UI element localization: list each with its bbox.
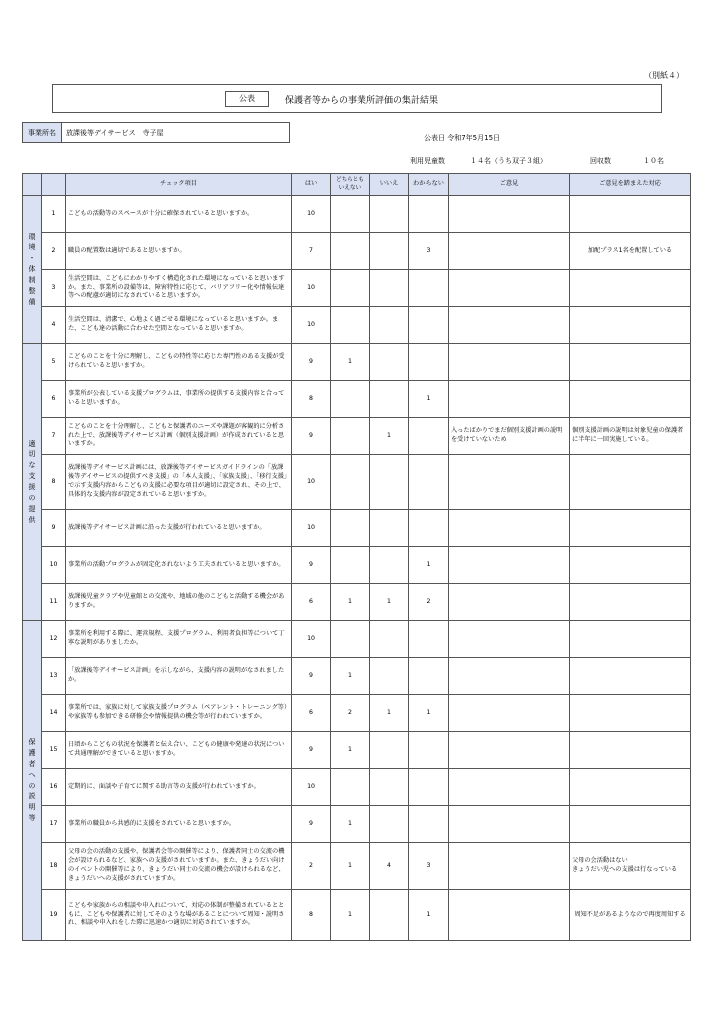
question-text: こどものことを十分に理解し、こどもの特性等に応じた専門性のある支援が受けられていると思いますか。 <box>66 344 292 381</box>
count-no <box>370 344 409 381</box>
row-number: 12 <box>42 621 66 658</box>
count-yes: 10 <box>292 307 331 344</box>
row-number: 13 <box>42 658 66 695</box>
table-row <box>23 621 691 658</box>
category-label: 保 護 者 へ の 説 明 等 <box>23 621 42 941</box>
count-neither <box>331 621 370 658</box>
count-unknown: 2 <box>409 584 449 621</box>
row-number: 16 <box>42 769 66 806</box>
count-unknown <box>409 270 449 307</box>
count-neither: 1 <box>331 584 370 621</box>
count-neither <box>331 455 370 510</box>
count-unknown <box>409 621 449 658</box>
question-text: 事業所では、家族に対して家族支援プログラム（ペアレント・トレーニング等）や家族等も参加できる研修会や情報提供の機会等が行われていますか。 <box>66 695 292 732</box>
response-text <box>570 658 691 695</box>
opinion-text <box>449 381 570 418</box>
office-name: 放課後等デイサービス 寺子屋 <box>62 122 290 143</box>
count-neither: 1 <box>331 806 370 843</box>
row-number: 15 <box>42 732 66 769</box>
response-text: 個別支援計画の説明は対象児童の保護者に半年に一回実施している。 <box>570 418 691 455</box>
opinion-text <box>449 196 570 233</box>
count-no <box>370 806 409 843</box>
table-row <box>23 769 691 806</box>
count-no: 1 <box>370 695 409 732</box>
page-title: 保護者等からの事業所評価の集計結果 <box>285 96 439 106</box>
table-row <box>23 270 691 307</box>
count-no <box>370 732 409 769</box>
category-label: 適 切 な 支 援 の 提 供 <box>23 344 42 621</box>
opinion-text <box>449 695 570 732</box>
question-text: 放課後児童クラブや児童館との交流や、地域の他のこどもと活動する機会がありますか。 <box>66 584 292 621</box>
table-row <box>23 547 691 584</box>
count-yes: 8 <box>292 890 331 941</box>
attachment-label: （別紙４） <box>644 71 684 80</box>
question-text: 定期的に、面談や子育てに関する助言等の支援が行われていますか。 <box>66 769 292 806</box>
question-text: 父母の会の活動の支援や、保護者会等の開催等により、保護者同士の交流の機会が設けられるなど、家族への支援がされていますか。また、きょうだい向けのイベントの開催等により、きょうだい同士の交流の機会が設けられるなど、きょうだいへの支援がされていますか。 <box>66 843 292 890</box>
header-yes: はい <box>292 174 331 196</box>
header-unknown: わからない <box>409 174 449 196</box>
table-row <box>23 658 691 695</box>
count-unknown <box>409 658 449 695</box>
opinion-text <box>449 455 570 510</box>
table-row <box>23 732 691 769</box>
count-no <box>370 233 409 270</box>
publish-date: 公表日 令和7年5月15日 <box>424 134 501 142</box>
responses-label: 回収数 <box>590 157 611 165</box>
count-yes: 8 <box>292 381 331 418</box>
count-unknown <box>409 307 449 344</box>
count-no: 4 <box>370 843 409 890</box>
row-number: 8 <box>42 455 66 510</box>
opinion-text <box>449 732 570 769</box>
table-row <box>23 344 691 381</box>
response-text <box>570 270 691 307</box>
response-text <box>570 455 691 510</box>
count-neither: 1 <box>331 658 370 695</box>
question-text: 職員の配置数は適切であると思いますか。 <box>66 233 292 270</box>
table-row <box>23 233 691 270</box>
question-text: 日頃からこどもの状況を保護者と伝え合い、こどもの健康や発達の状況について共通理解ができていると思いますか。 <box>66 732 292 769</box>
table-row <box>23 455 691 510</box>
office-label: 事業所名 <box>22 122 62 143</box>
row-number: 5 <box>42 344 66 381</box>
evaluation-table <box>22 173 691 941</box>
count-no <box>370 381 409 418</box>
question-text: 事業所の活動プログラムが固定化されないよう工夫されていると思いますか。 <box>66 547 292 584</box>
count-neither <box>331 233 370 270</box>
header-blank <box>23 174 42 196</box>
question-text: 事業所の職員から共感的に支援をされていると思いますか。 <box>66 806 292 843</box>
count-yes: 10 <box>292 455 331 510</box>
count-yes: 9 <box>292 732 331 769</box>
count-yes: 9 <box>292 344 331 381</box>
count-neither: 1 <box>331 732 370 769</box>
response-text <box>570 344 691 381</box>
table-row <box>23 695 691 732</box>
row-number: 11 <box>42 584 66 621</box>
question-text: こどものことを十分理解し、こどもと保護者のニーズや課題が客観的に分析された上で、放課後等デイサービス計画（個別支援計画）が作成されていると思いますか。 <box>66 418 292 455</box>
response-text <box>570 695 691 732</box>
question-text: 「放課後等デイサービス計画」を示しながら、支援内容の説明がなされましたか。 <box>66 658 292 695</box>
count-neither <box>331 307 370 344</box>
count-yes: 10 <box>292 196 331 233</box>
count-unknown: 1 <box>409 890 449 941</box>
table-row <box>23 890 691 941</box>
response-text <box>570 769 691 806</box>
count-neither: 1 <box>331 843 370 890</box>
table-row <box>23 806 691 843</box>
count-no <box>370 658 409 695</box>
response-text <box>570 510 691 547</box>
table-header-row <box>23 174 691 196</box>
opinion-text <box>449 658 570 695</box>
opinion-text <box>449 344 570 381</box>
users-value: １４名（うち双子３組） <box>470 157 547 165</box>
count-neither <box>331 510 370 547</box>
header-neither: どちらとも いえない <box>331 174 370 196</box>
response-text <box>570 547 691 584</box>
count-yes: 6 <box>292 695 331 732</box>
response-text <box>570 307 691 344</box>
count-yes: 9 <box>292 658 331 695</box>
header-no: いいえ <box>370 174 409 196</box>
count-unknown <box>409 418 449 455</box>
opinion-text: 入ったばかりでまだ個別支援計画の説明を受けていないため <box>449 418 570 455</box>
count-unknown <box>409 344 449 381</box>
header-blank-num <box>42 174 66 196</box>
row-number: 19 <box>42 890 66 941</box>
table-row <box>23 418 691 455</box>
count-neither: 2 <box>331 695 370 732</box>
opinion-text <box>449 307 570 344</box>
count-no <box>370 621 409 658</box>
count-neither: 1 <box>331 890 370 941</box>
count-unknown <box>409 196 449 233</box>
table-row <box>23 510 691 547</box>
count-no <box>370 769 409 806</box>
count-no <box>370 510 409 547</box>
count-yes: 9 <box>292 547 331 584</box>
public-tag: 公表 <box>225 91 269 107</box>
count-unknown: 1 <box>409 381 449 418</box>
count-yes: 2 <box>292 843 331 890</box>
row-number: 17 <box>42 806 66 843</box>
count-unknown <box>409 769 449 806</box>
count-neither <box>331 270 370 307</box>
header-response: ご意見を踏まえた対応 <box>570 174 691 196</box>
opinion-text <box>449 270 570 307</box>
count-unknown: 3 <box>409 843 449 890</box>
count-yes: 10 <box>292 769 331 806</box>
count-neither <box>331 418 370 455</box>
count-no: 1 <box>370 584 409 621</box>
count-neither <box>331 381 370 418</box>
response-text <box>570 621 691 658</box>
opinion-text <box>449 890 570 941</box>
responses-value: １０名 <box>643 157 664 165</box>
header-check-item: チェック項目 <box>66 174 292 196</box>
count-no <box>370 196 409 233</box>
count-yes: 6 <box>292 584 331 621</box>
opinion-text <box>449 843 570 890</box>
count-unknown: 3 <box>409 233 449 270</box>
title-box <box>52 84 662 113</box>
count-neither <box>331 547 370 584</box>
question-text: 生活空間は、清潔で、心地よく過ごせる環境になっていると思いますか。また、こども達の活動に合わせた空間となっていると思いますか。 <box>66 307 292 344</box>
count-unknown <box>409 806 449 843</box>
count-neither <box>331 196 370 233</box>
opinion-text <box>449 806 570 843</box>
opinion-text <box>449 769 570 806</box>
count-unknown: 1 <box>409 547 449 584</box>
opinion-text <box>449 584 570 621</box>
table-row <box>23 196 691 233</box>
question-text: 事業所を利用する際に、運営規程、支援プログラム、利用者負担等について丁寧な説明がありましたか。 <box>66 621 292 658</box>
count-unknown <box>409 455 449 510</box>
count-yes: 10 <box>292 621 331 658</box>
count-neither: 1 <box>331 344 370 381</box>
question-text: 生活空間は、こどもにわかりやすく構造化された環境になっていると思いますか。また、事業所の設備等は、障害特性に応じて、バリアフリー化や情報伝達等への配慮が適切になされていると思いますか。 <box>66 270 292 307</box>
response-text: 加配プラス1名を配置している <box>570 233 691 270</box>
response-text <box>570 732 691 769</box>
count-neither <box>331 769 370 806</box>
row-number: 7 <box>42 418 66 455</box>
question-text: 放課後等デイサービス計画に沿った支援が行われていると思いますか。 <box>66 510 292 547</box>
count-no <box>370 307 409 344</box>
count-yes: 9 <box>292 418 331 455</box>
opinion-text <box>449 547 570 584</box>
opinion-text <box>449 510 570 547</box>
table-row <box>23 843 691 890</box>
table-row <box>23 307 691 344</box>
row-number: 14 <box>42 695 66 732</box>
row-number: 6 <box>42 381 66 418</box>
question-text: 事業所が公表している支援プログラムは、事業所の提供する支援内容と合っていると思いますか。 <box>66 381 292 418</box>
count-no <box>370 547 409 584</box>
count-yes: 9 <box>292 806 331 843</box>
row-number: 18 <box>42 843 66 890</box>
users-label: 利用児童数 <box>410 157 445 165</box>
row-number: 1 <box>42 196 66 233</box>
response-text <box>570 806 691 843</box>
row-number: 3 <box>42 270 66 307</box>
opinion-text <box>449 621 570 658</box>
response-text: 周知不足があるようなので再度周知する <box>570 890 691 941</box>
header-opinion: ご意見 <box>449 174 570 196</box>
response-text <box>570 196 691 233</box>
count-unknown <box>409 510 449 547</box>
row-number: 4 <box>42 307 66 344</box>
count-unknown <box>409 732 449 769</box>
question-text: 放課後等デイサービス計画には、放課後等デイサービスガイドラインの「放課後等デイサービスの提供すべき支援」の「本人支援」、「家族支援」、「移行支援」で示す支援内容からこどもの支援に必要な項目が適切に設定され、その上で、具体的な支援内容が設定されていると思いますか。 <box>66 455 292 510</box>
category-label: 環 境 ・ 体 制 整 備 <box>23 196 42 344</box>
opinion-text <box>449 233 570 270</box>
response-text <box>570 381 691 418</box>
count-no <box>370 890 409 941</box>
count-yes: 7 <box>292 233 331 270</box>
count-no: 1 <box>370 418 409 455</box>
response-text: 父母の会活動はない きょうだい児への支援は行なっている <box>570 843 691 890</box>
table-row <box>23 584 691 621</box>
response-text <box>570 584 691 621</box>
row-number: 9 <box>42 510 66 547</box>
row-number: 2 <box>42 233 66 270</box>
count-yes: 10 <box>292 510 331 547</box>
count-yes: 10 <box>292 270 331 307</box>
count-no <box>370 455 409 510</box>
question-text: こどもや家族からの相談や申入れについて、対応の体制が整備されているとともに、こどもや保護者に対してそのような場があることについて周知・説明され、相談や申入れをした際に迅速かつ適切に対応されていますか。 <box>66 890 292 941</box>
question-text: こどもの活動等のスペースが十分に確保されていると思いますか。 <box>66 196 292 233</box>
row-number: 10 <box>42 547 66 584</box>
table-row <box>23 381 691 418</box>
count-no <box>370 270 409 307</box>
count-unknown: 1 <box>409 695 449 732</box>
